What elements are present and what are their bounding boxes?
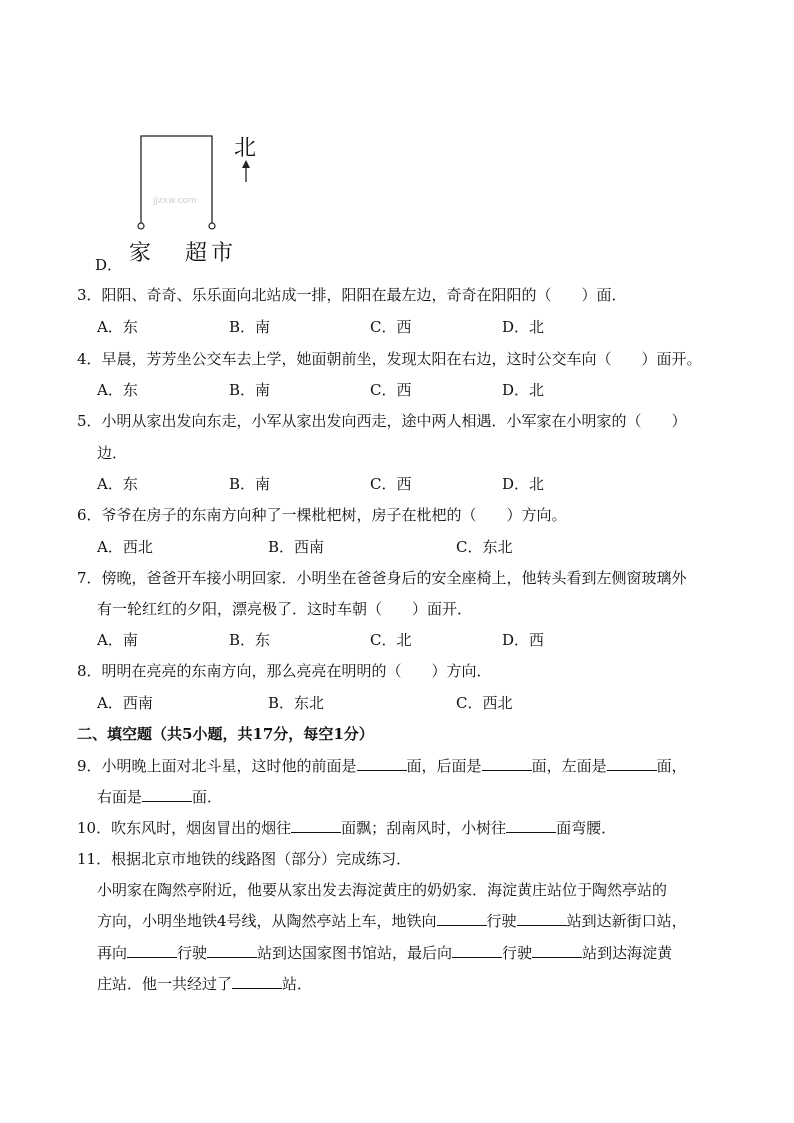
question-text-cont: 有一轮红红的夕阳，漂亮极了．这时车朝（ ）面开． <box>97 600 473 618</box>
answer-blank[interactable] <box>532 943 582 958</box>
option-c: C．西 <box>370 318 412 336</box>
option-b: B．南 <box>229 475 271 493</box>
answer-blank[interactable] <box>232 974 282 989</box>
option-a: A．东 <box>97 318 138 336</box>
text: 面弯腰． <box>556 819 617 837</box>
option-b: B．南 <box>229 381 271 399</box>
text: 再向 <box>97 944 128 962</box>
option-c: C．东北 <box>456 538 513 556</box>
option-d-label: D． <box>95 256 123 274</box>
home-label: 家 <box>129 241 152 266</box>
question-text: 5．小明从家出发向东走，小军从家出发向西走，途中两人相遇．小军家在小明家的（ ） <box>77 412 687 430</box>
text: 行驶 <box>486 912 517 930</box>
option-b: B．南 <box>229 318 271 336</box>
text: 站到达国家图书馆站，最后向 <box>257 944 453 962</box>
market-label: 超市 <box>185 241 238 266</box>
text: 站到达海淀黄 <box>582 944 673 962</box>
text: 站到达新街口站， <box>566 912 687 930</box>
option-c: C．北 <box>370 631 412 649</box>
option-a: A．东 <box>97 475 138 493</box>
option-d: D．西 <box>502 631 545 649</box>
section-heading: 二、填空题（共5小题，共17分，每空1分） <box>77 725 374 743</box>
question-text: 6．爷爷在房子的东南方向种了一棵枇杷树，房子在枇杷的（ ）方向。 <box>77 506 567 524</box>
text: 行驶 <box>177 944 208 962</box>
text: 小明家在陶然亭附近，他要从家出发去海淀黄庄的奶奶家．海淀黄庄站位于陶然亭站的 <box>97 881 668 899</box>
answer-blank[interactable] <box>291 818 341 833</box>
text: 面，后面是 <box>406 757 482 775</box>
option-b: B．东北 <box>268 694 325 712</box>
answer-blank[interactable] <box>506 818 556 833</box>
option-c: C．西北 <box>456 694 513 712</box>
option-a: A．西北 <box>97 538 153 556</box>
question-text: 7．傍晚，爸爸开车接小明回家．小明坐在爸爸身后的安全座椅上，他转头看到左侧窗玻璃外 <box>77 569 687 587</box>
text: 面， <box>656 757 687 775</box>
text: 9．小明晚上面对北斗星，这时他的前面是 <box>77 757 357 775</box>
option-b: B．西南 <box>268 538 325 556</box>
text: 行驶 <box>502 944 533 962</box>
answer-blank[interactable] <box>452 943 502 958</box>
text: 右面是 <box>97 788 143 806</box>
market-point <box>209 223 215 229</box>
text: 10．吹东风时，烟囱冒出的烟往 <box>77 819 292 837</box>
option-a: A．东 <box>97 381 138 399</box>
answer-blank[interactable] <box>207 943 257 958</box>
text: 面，左面是 <box>531 757 607 775</box>
answer-blank[interactable] <box>607 756 657 771</box>
answer-blank[interactable] <box>517 911 567 926</box>
question-text: 4．早晨，芳芳坐公交车去上学，她面朝前坐，发现太阳在右边，这时公交车向（ ）面开。 <box>77 350 702 368</box>
answer-blank[interactable] <box>142 787 192 802</box>
route-line <box>141 136 212 226</box>
question-text-cont: 边． <box>97 444 128 462</box>
option-a: A．西南 <box>97 694 153 712</box>
north-label: 北 <box>234 136 257 161</box>
option-a: A．南 <box>97 631 138 649</box>
home-point <box>138 223 144 229</box>
text: 站． <box>282 975 313 993</box>
watermark: jjzxw.com <box>153 196 197 206</box>
option-c: C．西 <box>370 381 412 399</box>
text: 面． <box>192 788 223 806</box>
option-b: B．东 <box>229 631 271 649</box>
question-text: 8．明明在亮亮的东南方向，那么亮亮在明明的（ ）方向． <box>77 662 492 680</box>
answer-blank[interactable] <box>357 756 407 771</box>
answer-blank[interactable] <box>127 943 177 958</box>
text: 庄站．他一共经过了 <box>97 975 233 993</box>
question-text: 3．阳阳、奇奇、乐乐面向北站成一排，阳阳在最左边，奇奇在阳阳的（ ）面． <box>77 286 627 304</box>
option-c: C．西 <box>370 475 412 493</box>
option-d: D．北 <box>502 381 545 399</box>
text: 面飘；刮南风时，小树往 <box>341 819 507 837</box>
option-d: D．北 <box>502 475 545 493</box>
answer-blank[interactable] <box>437 911 487 926</box>
answer-blank[interactable] <box>482 756 532 771</box>
text: 方向，小明坐地铁4号线，从陶然亭站上车，地铁向 <box>97 912 437 930</box>
question-title: 11．根据北京市地铁的线路图（部分）完成练习． <box>77 850 412 868</box>
option-d: D．北 <box>502 318 545 336</box>
